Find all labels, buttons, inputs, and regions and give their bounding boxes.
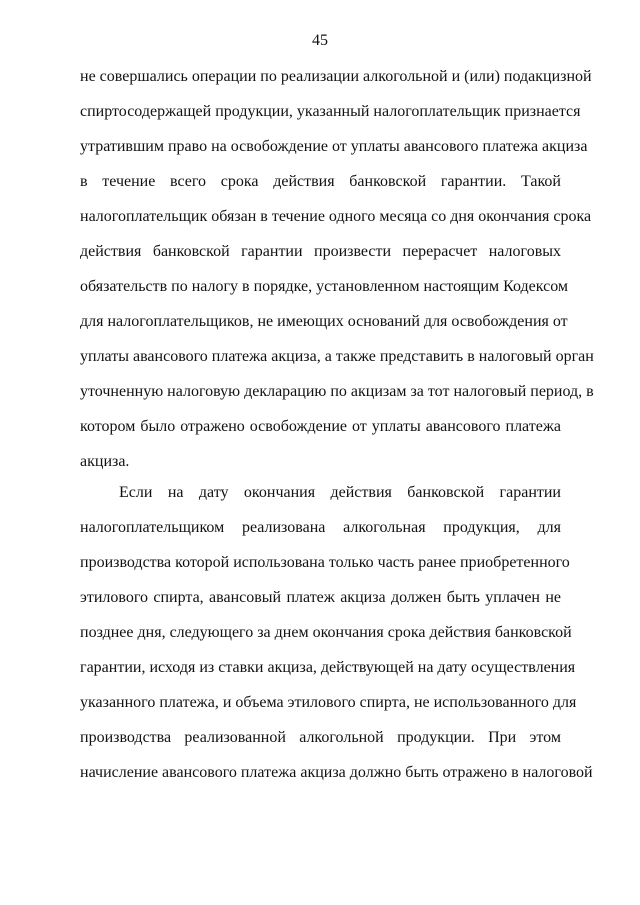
- text-line: уплаты авансового платежа акциза, а также представить в налоговый орган: [80, 348, 594, 365]
- text-line: котором было отражено освобождение от уплаты авансового платежа: [80, 418, 561, 435]
- text-line: утратившим право на освобождение от уплаты авансового платежа акциза: [80, 138, 588, 155]
- text-line: уточненную налоговую декларацию по акцизам за тот налоговый период, в: [80, 383, 594, 400]
- paragraph-2: [80, 482, 593, 797]
- text-line: производства реализованной алкогольной продукции. При этом: [80, 729, 561, 746]
- text-line: производства которой использована только часть ранее приобретенного: [80, 554, 570, 571]
- text-line: начисление авансового платежа акциза должно быть отражено в налоговой: [80, 764, 593, 781]
- text-line: не совершались операции по реализации алкогольной и (или) подакцизной: [80, 68, 592, 85]
- text-line: акциза.: [80, 453, 130, 470]
- text-line: указанного платежа, и объема этилового спирта, не использованного для: [80, 694, 577, 711]
- text-line: в течение всего срока действия банковской гарантии. Такой: [80, 173, 561, 190]
- text-line: этилового спирта, авансовый платеж акциза должен быть уплачен не: [80, 589, 561, 606]
- text-line: налогоплательщиком реализована алкогольная продукция, для: [80, 519, 561, 536]
- text-line: Если на дату окончания действия банковской гарантии: [119, 484, 561, 501]
- text-line: позднее дня, следующего за днем окончания срока действия банковской: [80, 624, 572, 641]
- text-line: налогоплательщик обязан в течение одного месяца со дня окончания срока: [80, 208, 592, 225]
- text-line: для налогоплательщиков, не имеющих оснований для освобождения от: [80, 313, 568, 330]
- text-line: обязательств по налогу в порядке, установленном настоящим Кодексом: [80, 278, 569, 295]
- text-line: действия банковской гарантии произвести перерасчет налоговых: [80, 243, 561, 260]
- paragraph-1: [80, 66, 594, 486]
- page-number: 45: [312, 32, 328, 49]
- text-line: гарантии, исходя из ставки акциза, действующей на дату осуществления: [80, 659, 576, 676]
- text-line: спиртосодержащей продукции, указанный налогоплательщик признается: [80, 103, 581, 120]
